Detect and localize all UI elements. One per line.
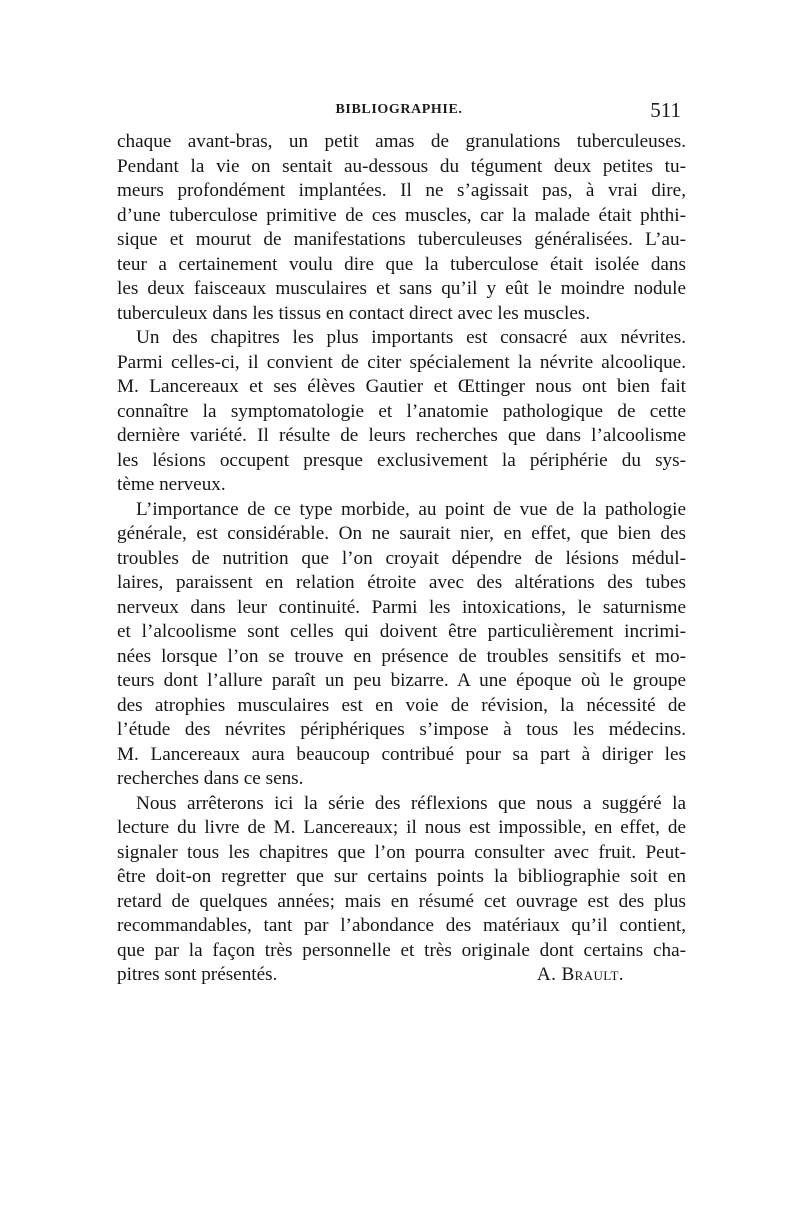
paragraph-4 — [117, 792, 686, 988]
running-header — [117, 98, 681, 124]
text-line: dernière variété. Il résulte de leurs recherches que dans l’alcoolisme — [117, 425, 686, 446]
text-line: sique et mourut de manifestations tuberculeuses généralisées. L’au- — [117, 229, 686, 250]
text-line: tème nerveux. — [117, 474, 226, 495]
text-line: nerveux dans leur continuité. Parmi les intoxications, le saturnisme — [117, 596, 686, 618]
text-line: lecture du livre de M. Lancereaux; il nous est impossible, en effet, de — [117, 817, 686, 838]
text-line: meurs profondément implantées. Il ne s’agissait pas, à vrai dire, — [117, 180, 686, 201]
page-number: 511 — [650, 98, 681, 122]
author-signature: A. Brault. — [536, 964, 624, 985]
closing-line-text: pitres sont présentés. — [117, 964, 278, 985]
text-line: nées lorsque l’on se trouve en présence de troubles sensitifs et mo- — [117, 645, 686, 667]
text-line: signaler tous les chapitres que l’on pourra consulter avec fruit. Peut- — [117, 841, 686, 863]
text-line: laires, paraissent en relation étroite avec des altérations des tubes — [117, 572, 686, 593]
text-line: des atrophies musculaires est en voie de révision, la nécessité de — [117, 694, 686, 716]
text-line: générale, est considérable. On ne saurait nier, en effet, que bien des — [117, 523, 686, 544]
paragraph-3 — [117, 498, 686, 792]
text-line: l’étude des névrites périphériques s’impose à tous les médecins. — [117, 719, 686, 740]
text-line: que par la façon très personnelle et très originale dont certains cha- — [117, 939, 686, 961]
text-line: teurs dont l’allure paraît un peu bizarre. A une époque où le groupe — [117, 670, 686, 691]
text-line: recommandables, tant par l’abondance des matériaux qu’il contient, — [117, 915, 686, 936]
running-title: BIBLIOGRAPHIE. — [335, 102, 463, 117]
paragraph-2 — [117, 326, 686, 498]
text-line: troubles de nutrition que l’on croyait dépendre de lésions médul- — [117, 547, 686, 569]
text-line: Nous arrêterons ici la série des réflexions que nous a suggéré la — [136, 792, 686, 814]
text-line: M. Lancereaux aura beaucoup contribué pour sa part à diriger les — [117, 743, 686, 765]
text-line: chaque avant-bras, un petit amas de granulations tuberculeuses. — [117, 131, 686, 152]
text-line: retard de quelques années; mais en résumé cet ouvrage est des plus — [117, 890, 686, 912]
text-line: teur a certainement voulu dire que la tuberculose était isolée dans — [117, 253, 686, 275]
text-line: les lésions occupent presque exclusivement la périphérie du sys- — [117, 449, 686, 471]
text-line: d’une tuberculose primitive de ces muscles, car la malade était phthi- — [117, 204, 686, 226]
text-line: Un des chapitres les plus importants est consacré aux névrites. — [136, 327, 686, 348]
text-line: M. Lancereaux et ses élèves Gautier et Œttinger nous ont bien fait — [117, 376, 686, 397]
closing-line — [117, 963, 686, 988]
text-line: être doit-on regretter que sur certains points la bibliographie soit en — [117, 866, 686, 887]
body-text — [117, 130, 686, 988]
text-line: connaître la symptomatologie et l’anatomie pathologique de cette — [117, 400, 686, 422]
text-line: Pendant la vie on sentait au-dessous du tégument deux petites tu- — [117, 155, 686, 177]
text-line: recherches dans ce sens. — [117, 768, 304, 789]
paragraph-1 — [117, 130, 686, 326]
text-line: les deux faisceaux musculaires et sans qu’il y eût le moindre nodule — [117, 278, 686, 299]
text-line: tuberculeux dans les tissus en contact direct avec les muscles. — [117, 302, 591, 324]
text-line: L’importance de ce type morbide, au point de vue de la pathologie — [136, 498, 686, 520]
text-line: et l’alcoolisme sont celles qui doivent être particulièrement incrimi- — [117, 621, 686, 642]
text-line: Parmi celles-ci, il convient de citer spécialement la névrite alcoolique. — [117, 351, 686, 373]
